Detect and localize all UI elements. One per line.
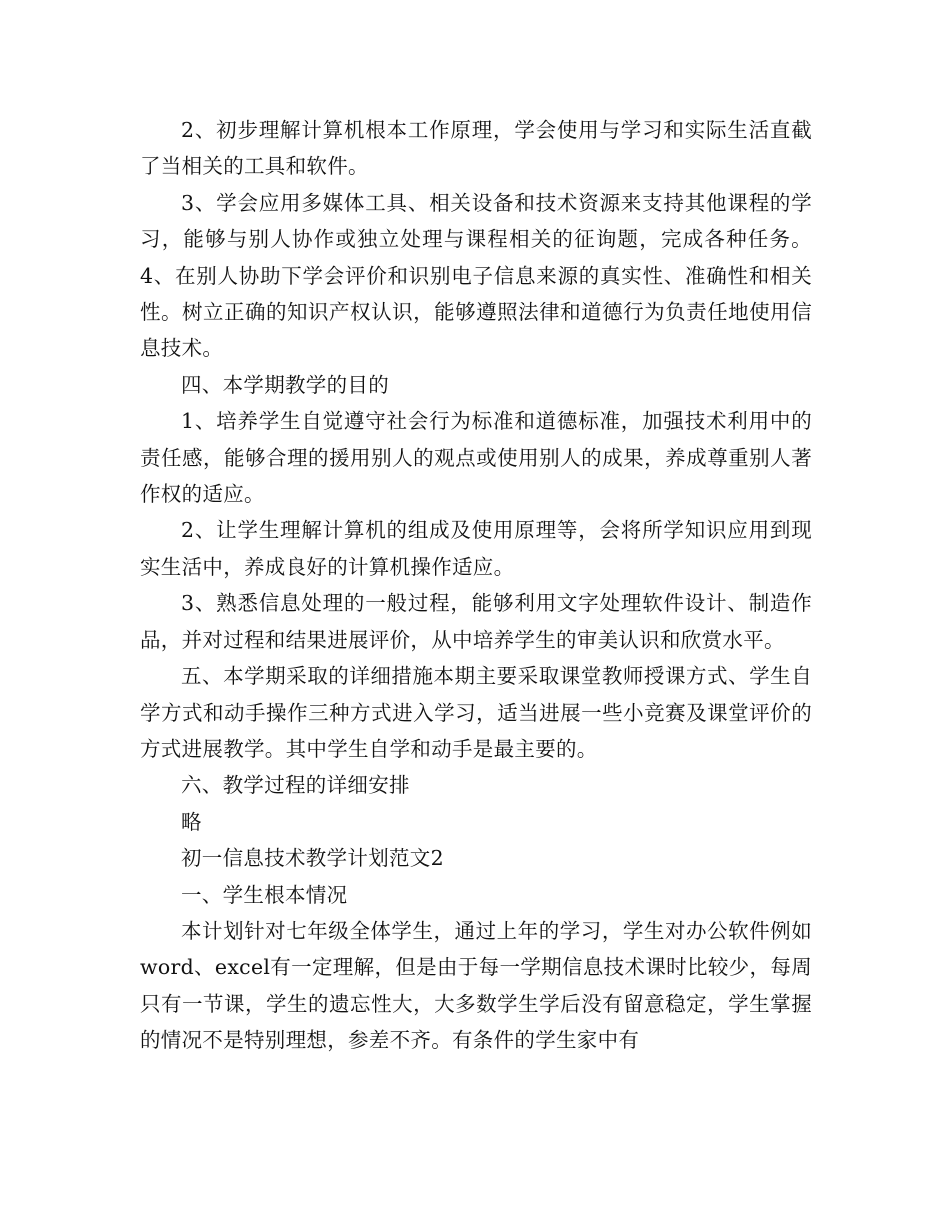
- section-heading: 六、教学过程的详细安排: [181, 773, 410, 798]
- paragraph: 本计划针对七年级全体学生，通过上年的学习，学生对办公软件例如word、excel有一定理解，但是由于每一学期信息技术课时比较少，每周只有一节课，学生的遗忘性大，大多数学生学后没有留意稳定，学生掌握的情况不是特别理想，参差不齐。有条件的学生家中有: [140, 918, 812, 1053]
- paragraph: 五、本学期采取的详细措施本期主要采取课堂教师授课方式、学生自学方式和动手操作三种方式进入学习，适当进展一些小竞赛及课堂评价的方式进展教学。其中学生自学和动手是最主要的。: [140, 664, 812, 761]
- section-heading: 一、学生根本情况: [181, 882, 348, 907]
- document-title: 初一信息技术教学计划范文2: [181, 846, 444, 871]
- paragraph: 3、学会应用多媒体工具、相关设备和技术资源来支持其他课程的学习，能够与别人协作或独立处理与课程相关的征询题，完成各种任务。4、在别人协助下学会评价和识别电子信息来源的真实性、准确性和相关性。树立正确的知识产权认识，能够遵照法律和道德行为负责任地使用信息技术。: [140, 190, 812, 361]
- paragraph: 略: [181, 809, 202, 834]
- document-body: [140, 112, 812, 1059]
- paragraph: 2、让学生理解计算机的组成及使用原理等，会将所学知识应用到现实生活中，养成良好的计算机操作适应。: [140, 518, 812, 579]
- section-heading: 四、本学期教学的目的: [181, 372, 389, 397]
- paragraph: 3、熟悉信息处理的一般过程，能够利用文字处理软件设计、制造作品，并对过程和结果进展评价，从中培养学生的审美认识和欣赏水平。: [140, 591, 812, 652]
- paragraph: 2、初步理解计算机根本工作原理，学会使用与学习和实际生活直截了当相关的工具和软件。: [140, 118, 812, 179]
- paragraph: 1、培养学生自觉遵守社会行为标准和道德标准，加强技术利用中的责任感，能够合理的援用别人的观点或使用别人的成果，养成尊重别人著作权的适应。: [140, 409, 812, 507]
